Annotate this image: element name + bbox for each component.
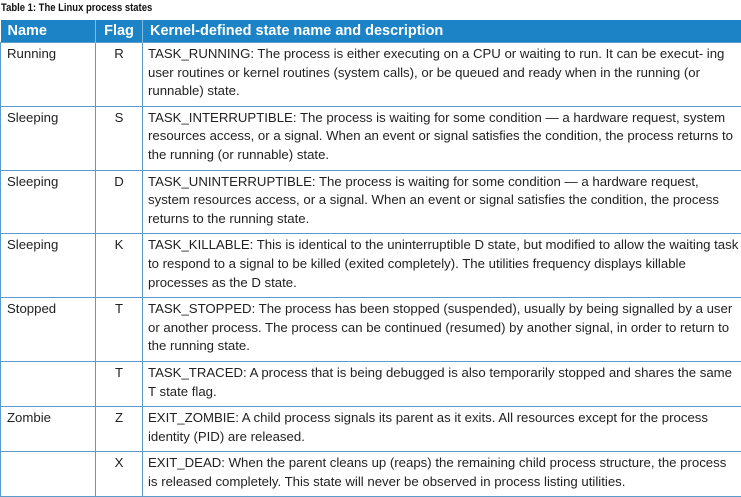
cell-flag: T — [96, 361, 143, 406]
table-row — [1, 452, 741, 497]
table-row — [1, 407, 741, 452]
cell-description: TASK_KILLABLE: This is identical to the uninterruptible D state, but modified to allow the waiting task to respond to a signal to be killed (exited completely). The utilities frequency displays killable processes as the D state. — [143, 234, 741, 298]
table-caption: Table 1: The Linux process states — [1, 2, 152, 14]
header-name: Name — [1, 20, 96, 43]
table-row — [1, 170, 741, 234]
header-flag: Flag — [96, 20, 143, 43]
cell-flag: T — [96, 298, 143, 362]
cell-name: Sleeping — [1, 234, 96, 298]
cell-name: Running — [1, 43, 96, 107]
header-description: Kernel-defined state name and description — [143, 20, 741, 43]
process-states-table — [0, 20, 741, 497]
table-row — [1, 298, 741, 362]
cell-flag: Z — [96, 407, 143, 452]
cell-description: TASK_TRACED: A process that is being debugged is also temporarily stopped and shares the same T state flag. — [143, 361, 741, 406]
cell-name: Sleeping — [1, 170, 96, 234]
cell-name: Sleeping — [1, 106, 96, 170]
table-row — [1, 43, 741, 107]
cell-description: TASK_UNINTERRUPTIBLE: The process is waiting for some condition — a hardware request, system resources access, or a signal. When an event or signal satisfies the condition, the process returns to the running state. — [143, 170, 741, 234]
table-row — [1, 106, 741, 170]
cell-name: Stopped — [1, 298, 96, 362]
cell-description: TASK_RUNNING: The process is either executing on a CPU or waiting to run. It can be execut- ing user routines or kernel routines (system calls), or be queued and ready when in the running (or runnable) state. — [143, 43, 741, 107]
cell-name — [1, 452, 96, 497]
cell-name — [1, 361, 96, 406]
table-row — [1, 361, 741, 406]
cell-flag: X — [96, 452, 143, 497]
cell-flag: R — [96, 43, 143, 107]
header-row — [1, 20, 741, 43]
cell-description: EXIT_DEAD: When the parent cleans up (reaps) the remaining child process structure, the process is released completely. This state will never be observed in process listing utilities. — [143, 452, 741, 497]
cell-flag: S — [96, 106, 143, 170]
cell-description: EXIT_ZOMBIE: A child process signals its parent as it exits. All resources except for the process identity (PID) are released. — [143, 407, 741, 452]
cell-description: TASK_INTERRUPTIBLE: The process is waiting for some condition — a hardware request, system resources access, or a signal. When an event or signal satisfies the condition, the process returns to the running (or runnable) state. — [143, 106, 741, 170]
cell-name: Zombie — [1, 407, 96, 452]
cell-description: TASK_STOPPED: The process has been stopped (suspended), usually by being signalled by a user or another process. The process can be continued (resumed) by another signal, in order to return to the running state. — [143, 298, 741, 362]
cell-flag: K — [96, 234, 143, 298]
cell-flag: D — [96, 170, 143, 234]
table-row — [1, 234, 741, 298]
